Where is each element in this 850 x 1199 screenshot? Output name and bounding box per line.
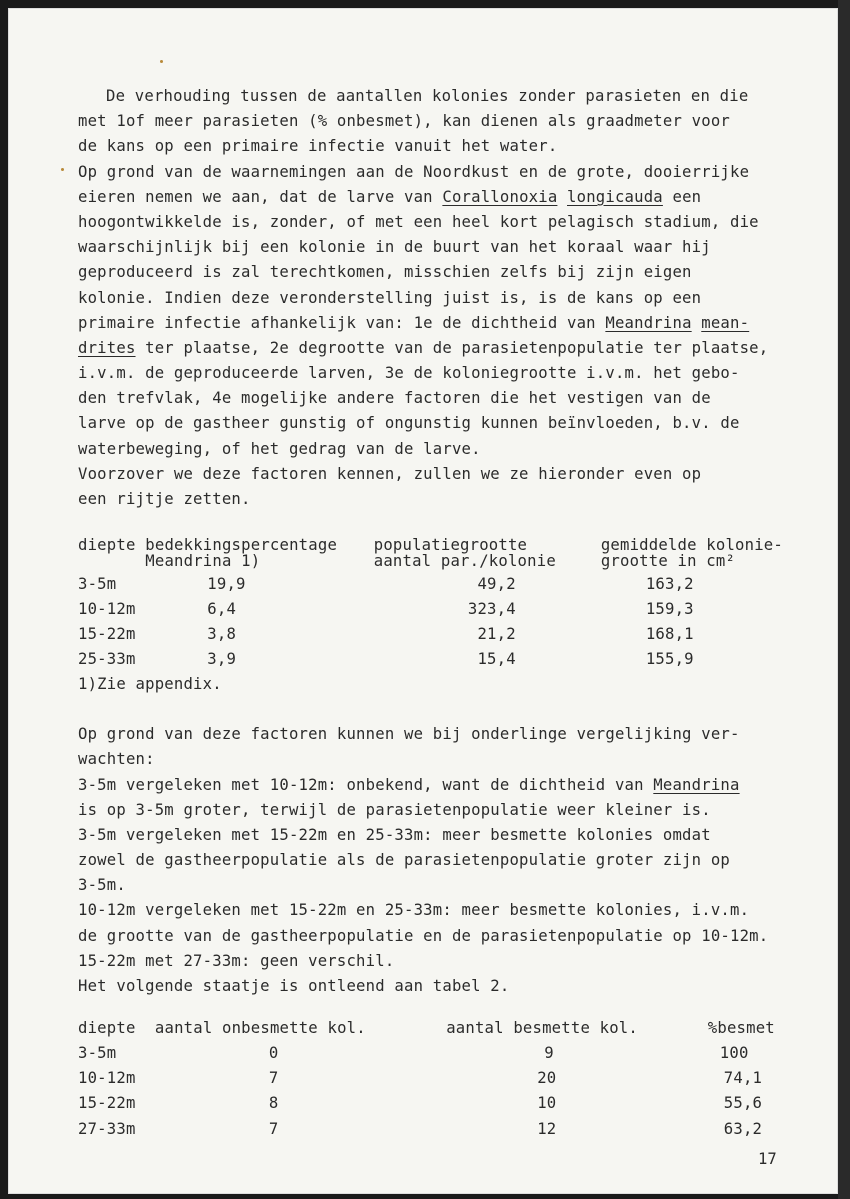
table-header-row <box>78 537 808 571</box>
spacer <box>78 697 808 722</box>
cell-depth: 3-5m <box>78 574 117 593</box>
header-coverage <box>145 537 373 571</box>
cell-percent: 55,6 <box>723 1094 763 1113</box>
cell-colony-size: 168,1 <box>645 625 694 644</box>
text-line: Op grond van deze factoren kunnen we bij onderlinge vergelijking ver- <box>78 725 740 744</box>
text-line: de kans op een primaire infectie vanuit het water. <box>78 137 558 156</box>
cell-population: 15,4 <box>477 650 516 669</box>
text-line <box>78 336 808 361</box>
text-line: de grootte van de gastheerpopulatie en de parasietenpopulatie op 10-12m. <box>78 926 769 945</box>
cell-depth: 15-22m <box>78 625 136 644</box>
table-row <box>78 1066 808 1091</box>
species-epithet: mean- <box>701 313 750 332</box>
cell-colony-size: 163,2 <box>645 574 694 593</box>
text-line <box>78 185 808 210</box>
table-row <box>78 622 808 647</box>
cell-infected: 10 <box>537 1094 557 1113</box>
header-population <box>374 537 601 571</box>
infection-table <box>78 1015 808 1141</box>
spacer <box>78 999 808 1015</box>
cell-infected: 20 <box>537 1069 557 1088</box>
cell-population: 323,4 <box>467 599 516 618</box>
text-line: waterbeweging, of het gedrag van de larve. <box>78 439 481 458</box>
text-line: De verhouding tussen de aantallen kolonies zonder parasieten en die <box>106 87 749 105</box>
cell-colony-size: 159,3 <box>645 599 694 618</box>
text-line: 3-5m. <box>78 876 126 895</box>
header-infected: aantal besmette kol. <box>446 1018 638 1037</box>
cell-percent: 63,2 <box>723 1119 763 1138</box>
cell-uninfected: 7 <box>268 1119 279 1138</box>
table-row <box>78 1040 808 1065</box>
cell-coverage: 3,8 <box>207 625 237 644</box>
text-line: Op grond van de waarnemingen aan de Noordkust en de grote, dooierrijke <box>78 162 750 181</box>
text-line: 10-12m vergeleken met 15-22m en 25-33m: meer besmette kolonies, i.v.m. <box>78 901 750 920</box>
header-line: grootte in cm² <box>600 552 736 571</box>
text-line: den trefvlak, 4e mogelijke andere factoren die het vestigen van de <box>78 389 711 408</box>
text-line: zowel de gastheerpopulatie als de parasietenpopulatie groter zijn op <box>78 851 730 870</box>
text-line <box>78 311 808 336</box>
text-span: primaire infectie afhankelijk van: 1e de dichtheid van <box>78 313 606 332</box>
cell-depth: 10-12m <box>78 1069 136 1088</box>
scan-edge <box>838 0 850 1199</box>
paragraph-3 <box>78 722 808 999</box>
paragraph-1 <box>78 84 808 160</box>
cell-infected: 12 <box>537 1119 557 1138</box>
text-span: een <box>662 187 702 206</box>
text-span: 3-5m vergeleken met 10-12m: onbekend, want de dichtheid van <box>78 775 654 794</box>
text-line <box>78 773 808 798</box>
cell-population: 21,2 <box>477 625 516 644</box>
header-depth: diepte <box>78 536 136 555</box>
page-number: 17 <box>758 1150 777 1168</box>
text-line: Het volgende staatje is ontleend aan tabel 2. <box>78 977 510 995</box>
species-epithet: drites <box>78 338 136 357</box>
cell-depth: 3-5m <box>78 1043 117 1062</box>
text-span <box>557 188 567 206</box>
text-span: ter plaatse, 2e degrootte van de parasietenpopulatie ter plaatse, <box>135 338 769 357</box>
header-line: Meandrina 1) <box>145 552 261 571</box>
cell-depth: 27-33m <box>78 1119 136 1138</box>
text-line: 3-5m vergeleken met 15-22m en 25-33m: meer besmette kolonies omdat <box>78 825 711 844</box>
table-row <box>78 571 808 596</box>
species-epithet: longicauda <box>567 187 663 206</box>
paragraph-2 <box>78 160 808 513</box>
cell-coverage: 3,9 <box>207 650 237 669</box>
text-line: waarschijnlijk bij een kolonie in de buurt van het koraal waar hij <box>78 238 711 257</box>
text-line: met 1of meer parasieten (% onbesmet), kan dienen als graadmeter voor <box>78 112 730 131</box>
header-uninfected: aantal onbesmette kol. <box>154 1018 366 1037</box>
table-header-row <box>78 1015 808 1040</box>
cell-coverage: 19,9 <box>207 574 246 593</box>
cell-uninfected: 0 <box>268 1043 279 1062</box>
table-row <box>78 647 808 672</box>
text-line: Voorzover we deze factoren kennen, zullen we ze hieronder even op <box>78 464 702 483</box>
text-line: kolonie. Indien deze veronderstelling juist is, is de kans op een <box>78 288 702 307</box>
cell-depth: 25-33m <box>78 650 136 669</box>
table-row <box>78 1116 808 1141</box>
text-line: een rijtje zetten. <box>78 490 251 508</box>
text-line: geproduceerd is zal terechtkomen, misschien zelfs bij zijn eigen <box>78 263 692 282</box>
species-genus: Corallonoxia <box>442 187 558 206</box>
species-genus: Meandrina <box>653 775 740 794</box>
cell-uninfected: 7 <box>268 1069 279 1088</box>
table-row <box>78 596 808 621</box>
header-line: bedekkingspercentage <box>145 536 338 555</box>
cell-infected: 9 <box>544 1043 554 1062</box>
cell-percent: 100 <box>719 1043 749 1062</box>
text-line: larve op de gastheer gunstig of ongunstig kunnen beïnvloeden, b.v. de <box>78 414 740 433</box>
text-line: is op 3-5m groter, terwijl de parasietenpopulatie weer kleiner is. <box>78 800 711 819</box>
paper-speck <box>160 60 163 63</box>
cell-depth: 10-12m <box>78 599 136 618</box>
header-line: gemiddelde kolonie- <box>600 536 783 555</box>
paper-speck <box>61 168 64 171</box>
spacer <box>78 512 808 537</box>
text-line: hoogontwikkelde is, zonder, of met een heel kort pelagisch stadium, die <box>78 212 759 231</box>
header-colony-size <box>601 537 808 571</box>
cell-colony-size: 155,9 <box>645 650 694 669</box>
text-span <box>692 314 702 332</box>
factors-table <box>78 537 808 672</box>
cell-population: 49,2 <box>477 574 516 593</box>
table-footnote: 1)Zie appendix. <box>78 674 222 693</box>
table-row <box>78 1091 808 1116</box>
text-line: i.v.m. de geproduceerde larven, 3e de koloniegrootte i.v.m. het gebo- <box>78 364 740 383</box>
cell-coverage: 6,4 <box>207 599 237 618</box>
text-line: wachten: <box>78 750 155 769</box>
cell-depth: 15-22m <box>78 1094 136 1113</box>
text-line: 15-22m met 27-33m: geen verschil. <box>78 951 395 970</box>
header-percent: %besmet <box>707 1018 775 1037</box>
cell-percent: 74,1 <box>723 1069 763 1088</box>
document-body <box>78 84 808 1141</box>
text-span: eieren nemen we aan, dat de larve van <box>78 187 443 206</box>
species-genus: Meandrina <box>605 313 692 332</box>
header-line: aantal par./kolonie <box>373 552 556 571</box>
cell-uninfected: 8 <box>268 1094 279 1113</box>
header-depth: diepte <box>78 1018 136 1037</box>
header-line: populatiegrootte <box>373 536 528 555</box>
